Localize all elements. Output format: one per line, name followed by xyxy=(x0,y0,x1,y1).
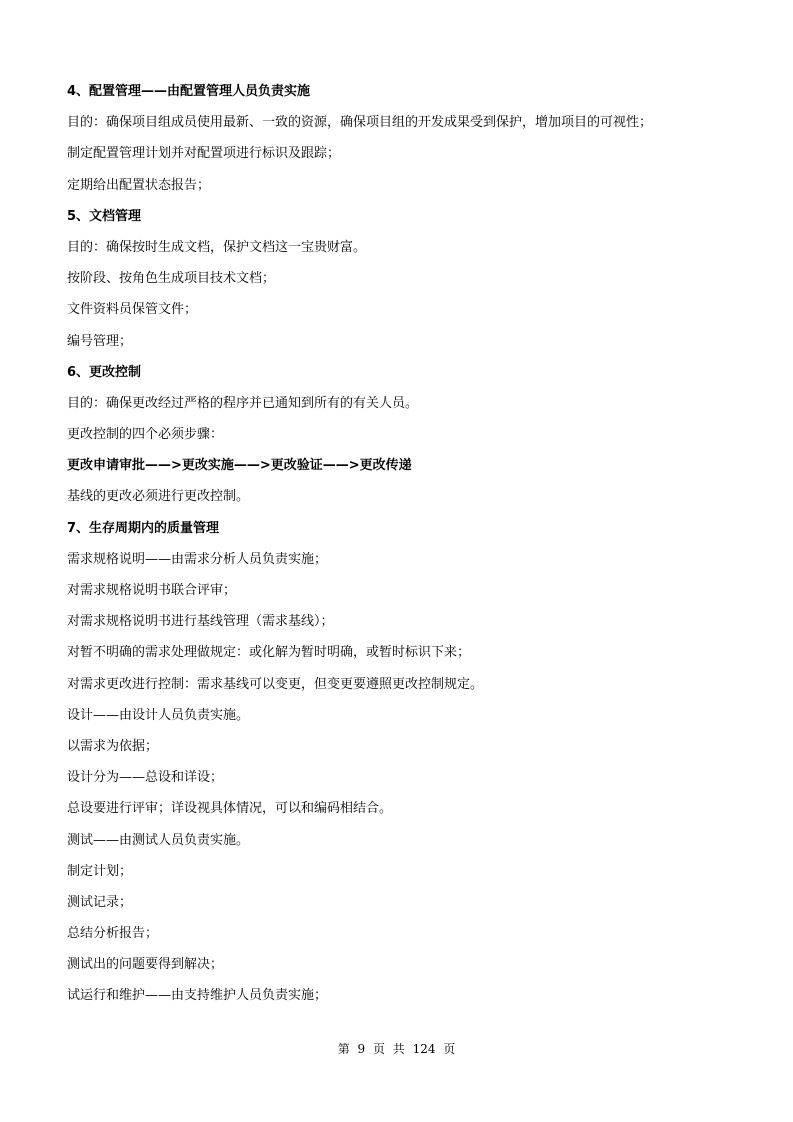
paragraph-line: 测试——由测试人员负责实施。 xyxy=(67,832,250,848)
paragraph-line: 编号管理； xyxy=(67,333,133,349)
section-heading: 7、生存周期内的质量管理 xyxy=(67,520,220,536)
paragraph-line: 对需求规格说明书联合评审； xyxy=(67,583,237,598)
paragraph-line: 对暂不明确的需求处理做规定：或化解为暂时明确，或暂时标识下来； xyxy=(67,645,471,661)
paragraph-line: 总结分析报告； xyxy=(67,926,159,942)
paragraph-line: 试运行和维护——由支持维护人员负责实施； xyxy=(67,988,328,1004)
paragraph-line: 设计——由设计人员负责实施。 xyxy=(67,707,250,723)
paragraph-line: 制定配置管理计划并对配置项进行标识及跟踪； xyxy=(67,146,341,162)
paragraph-line: 按阶段、按角色生成项目技术文档； xyxy=(67,271,276,287)
paragraph-line: 定期给出配置状态报告； xyxy=(67,177,211,193)
paragraph-line: 总设要进行评审；详设视具体情况，可以和编码相结合。 xyxy=(67,801,393,817)
paragraph-line: 目的：确保更改经过严格的程序并已通知到所有的有关人员。 xyxy=(67,395,419,411)
paragraph-line: 需求规格说明——由需求分析人员负责实施； xyxy=(67,551,328,567)
section-heading: 更改申请审批——>更改实施——>更改验证——>更改传递 xyxy=(67,458,412,474)
paragraph-line: 文件资料员保管文件； xyxy=(67,302,198,318)
section-heading: 4、配置管理——由配置管理人员负责实施 xyxy=(67,84,311,99)
page-footer: 第 9 页 共 124 页 xyxy=(337,1042,456,1056)
document-body xyxy=(67,76,757,1012)
paragraph-line: 目的：确保按时生成文档，保护文档这一宝贵财富。 xyxy=(67,239,367,255)
paragraph-line: 对需求更改进行控制：需求基线可以变更，但变更要遵照更改控制规定。 xyxy=(67,676,484,692)
paragraph-line: 测试记录； xyxy=(67,894,133,910)
paragraph-line: 制定计划； xyxy=(67,863,133,879)
section-heading: 6、更改控制 xyxy=(67,364,142,380)
section-heading: 5、文档管理 xyxy=(67,208,142,224)
paragraph-line: 更改控制的四个必须步骤： xyxy=(67,427,224,443)
paragraph-line: 目的：确保项目组成员使用最新、一致的资源，确保项目组的开发成果受到保护，增加项目的可视性； xyxy=(67,115,653,131)
paragraph-line: 测试出的问题要得到解决； xyxy=(67,957,224,973)
paragraph-line: 以需求为依据； xyxy=(67,738,159,754)
paragraph-line: 对需求规格说明书进行基线管理（需求基线）； xyxy=(67,614,334,630)
paragraph-line: 设计分为——总设和详设； xyxy=(67,770,224,786)
paragraph-line: 基线的更改必须进行更改控制。 xyxy=(67,489,250,505)
